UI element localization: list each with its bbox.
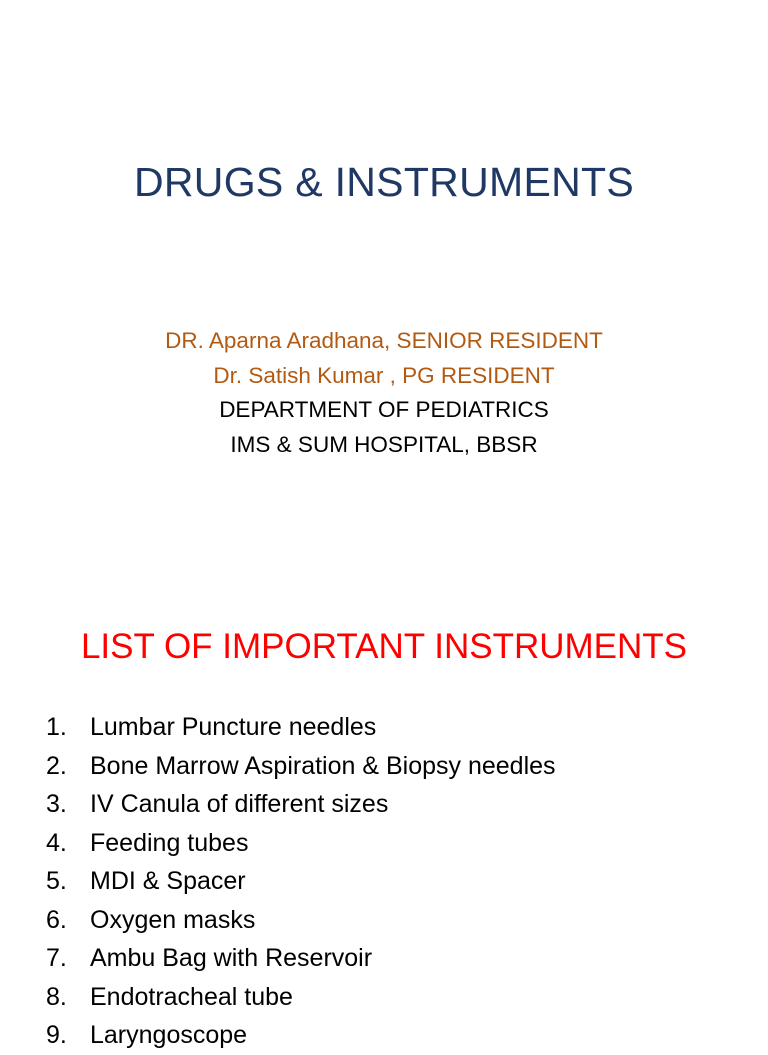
list-item-number: 5. <box>46 867 67 895</box>
list-item-text: Bone Marrow Aspiration & Biopsy needles <box>90 751 556 780</box>
list-item-text: Feeding tubes <box>90 828 249 857</box>
instruments-list-slide <box>0 576 768 1049</box>
list-item-text: Lumbar Puncture needles <box>90 713 377 741</box>
list-heading: LIST OF IMPORTANT INSTRUMENTS <box>80 627 688 666</box>
list-item <box>46 785 556 824</box>
list-item <box>46 824 556 863</box>
list-item-text: Endotracheal tube <box>90 982 293 1011</box>
list-item-text: Oxygen masks <box>90 905 256 934</box>
instruments-list <box>46 708 556 1055</box>
list-item-text: Ambu Bag with Reservoir <box>90 944 373 972</box>
list-item-number: 2. <box>46 751 67 780</box>
list-item-number: 7. <box>46 944 67 972</box>
list-item-text: MDI & Spacer <box>90 867 246 895</box>
list-item-number: 6. <box>46 905 67 934</box>
slide-title: DRUGS & INSTRUMENTS <box>133 159 634 205</box>
list-item-number: 1. <box>46 713 67 741</box>
list-item-text: Laryngoscope <box>90 1021 248 1049</box>
institution-name: IMS & SUM HOSPITAL, BBSR <box>230 431 538 457</box>
list-item <box>46 747 556 786</box>
list-item <box>46 708 556 747</box>
list-item <box>46 901 556 940</box>
slide-subtitle <box>0 324 768 462</box>
department-name: DEPARTMENT OF PEDIATRICS <box>219 397 549 422</box>
list-item-text: IV Canula of different sizes <box>90 790 389 818</box>
author-pg-resident: Dr. Satish Kumar , PG RESIDENT <box>213 362 555 388</box>
list-item-number: 9. <box>46 1021 67 1049</box>
list-item-number: 4. <box>46 828 67 857</box>
list-item <box>46 939 556 978</box>
list-item-number: 3. <box>46 790 67 818</box>
list-item <box>46 978 556 1017</box>
list-item <box>46 1016 556 1055</box>
author-senior-resident: DR. Aparna Aradhana, SENIOR RESIDENT <box>165 328 603 353</box>
list-item <box>46 862 556 901</box>
list-item-number: 8. <box>46 982 67 1011</box>
